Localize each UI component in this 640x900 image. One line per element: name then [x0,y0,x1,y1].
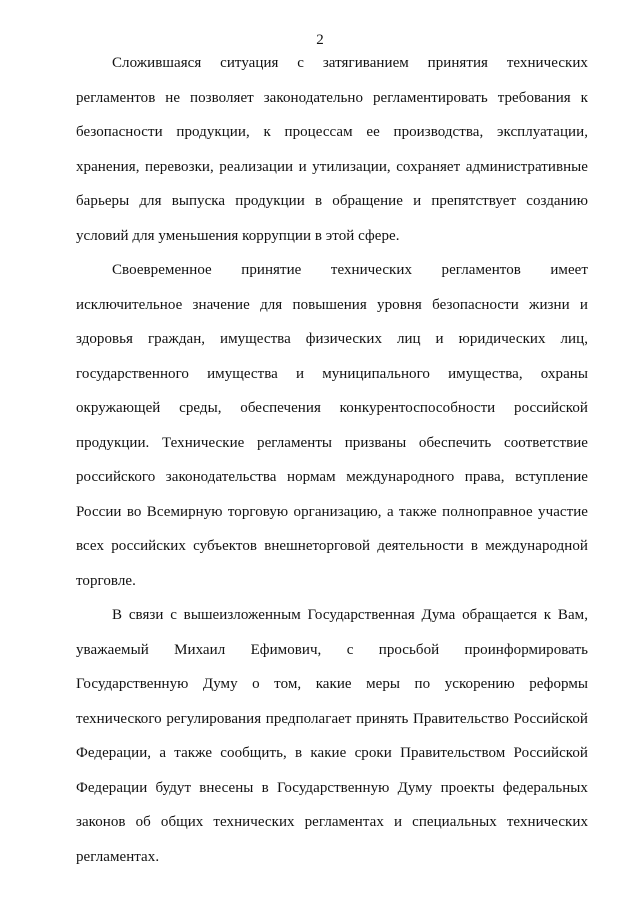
document-body [76,46,588,874]
paragraph-request: В связи с вышеизложенным Государственная Дума обращается к Вам, уважаемый Михаил Ефимович, с просьбой проинформировать Государственную Думу о том, какие меры по ускорению реформы технического регулирования предполагает принять Правительство Российской Федерации, а также сообщить, в какие сроки Правительством Российской Федерации будут внесены в Государственную Думу проекты федеральных законов об общих технических регламентах и специальных технических регламентах. [76,607,588,865]
paragraph-situation: Сложившаяся ситуация с затягиванием принятия технических регламентов не позволяет законодательно регламентировать требования к безопасности продукции, к процессам ее производства, эксплуатации, хранения, перевозки, реализации и утилизации, сохраняет административные барьеры для выпуска продукции в обращение и препятствует созданию условий для уменьшения коррупции в этой сфере. [76,55,588,244]
paragraph-importance: Своевременное принятие технических регламентов имеет исключительное значение для повышения уровня безопасности жизни и здоровья граждан, имущества физических лиц и юридических лиц, государственного имущества и муниципального имущества, охраны окружающей среды, обеспечения конкурентоспособности российской продукции. Технические регламенты призваны обеспечить соответствие российского законодательства нормам международного права, вступление России во Всемирную торговую организацию, а также полноправное участие всех российских субъектов внешнеторговой деятельности в международной торговле. [76,262,588,589]
page-number: 2 [316,32,324,48]
